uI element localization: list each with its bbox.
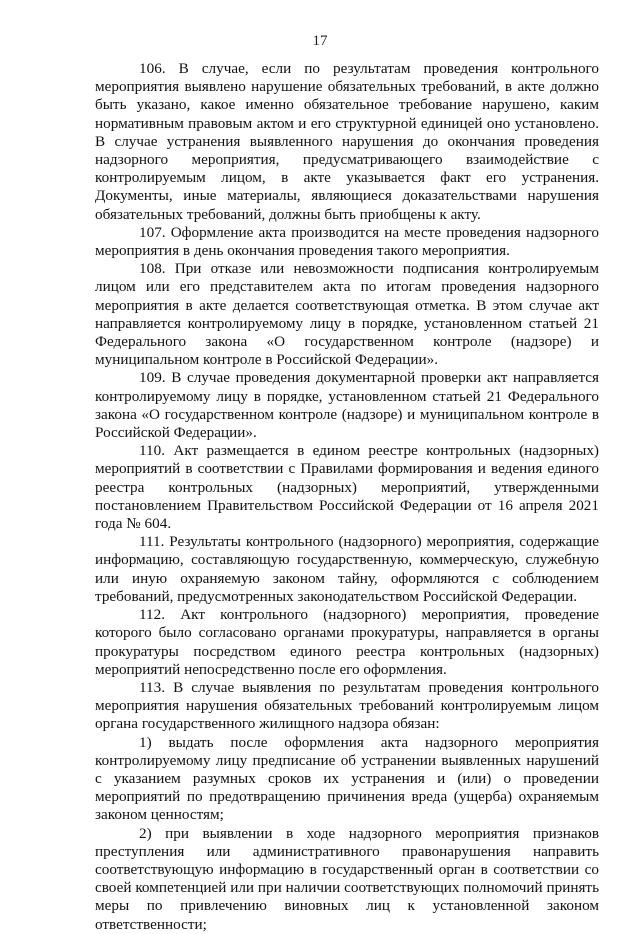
paragraph-112: 112. Акт контрольного (надзорного) мероприятия, проведение которого было согласовано органами прокуратуры, направляется в органы прокуратуры посредством единого реестра контрольных (надзорных) мероприятий непосредственно после его оформления. [95,606,599,678]
page-number: 17 [312,33,328,49]
paragraph-113-item-1: 1) выдать после оформления акта надзорного мероприятия контролируемому лицу предписание об устранении выявленных нарушений с указанием разумных сроков их устранения и (или) о проведении мероприятий по предотвращению причинения вреда (ущерба) охраняемым законом ценностям; [95,733,599,824]
paragraph-113: 113. В случае выявления по результатам проведения контрольного мероприятия нарушения обязательных требований контролируемым лицом органа государственного жилищного надзора обязан: [95,678,599,733]
paragraph-107: 107. Оформление акта производится на месте проведения надзорного мероприятия в день окончания проведения такого мероприятия. [95,223,599,260]
paragraph-106: 106. В случае, если по результатам проведения контрольного мероприятия выявлено нарушение обязательных требований, в акте должно быть указано, какое именно обязательное требование нарушено, каким нормативным правовым актом и его структурной единицей оно установлено. В случае устранения выявленного нарушения до окончания проведения надзорного мероприятия, предусматривающего взаимодействие с контролируемым лицом, в акте указывается факт его устранения. Документы, иные материалы, являющиеся доказательствами нарушения обязательных требований, должны быть приобщены к акту. [95,60,599,223]
paragraph-113-item-2: 2) при выявлении в ходе надзорного мероприятия признаков преступления или административного правонарушения направить соответствующую информацию в государственный орган в соответствии со своей компетенцией или при наличии соответствующих полномочий принять меры по привлечению виновных лиц к установленной законом ответственности; [95,824,599,933]
paragraph-110: 110. Акт размещается в едином реестре контрольных (надзорных) мероприятий в соответствии с Правилами формирования и ведения единого реестра контрольных (надзорных) мероприятий, утвержденными постановлением Правительством Российской Федерации от 16 апреля 2021 года № 604. [95,442,599,533]
paragraph-108: 108. При отказе или невозможности подписания контролируемым лицом или его представителем акта по итогам проведения надзорного мероприятия в акте делается соответствующая отметка. В этом случае акт направляется контролируемому лицу в порядке, установленном статьей 21 Федерального закона «О государственном контроле (надзоре) и муниципальном контроле в Российской Федерации». [95,260,599,369]
document-body [95,60,599,934]
paragraph-111: 111. Результаты контрольного (надзорного) мероприятия, содержащие информацию, составляющую государственную, коммерческую, служебную или иную охраняемую законом тайну, оформляются с соблюдением требований, предусмотренных законодательством Российской Федерации. [95,533,599,605]
paragraph-109: 109. В случае проведения документарной проверки акт направляется контролируемому лицу в порядке, установленном статьей 21 Федерального закона «О государственном контроле (надзоре) и муниципальном контроле в Российской Федерации». [95,369,599,442]
